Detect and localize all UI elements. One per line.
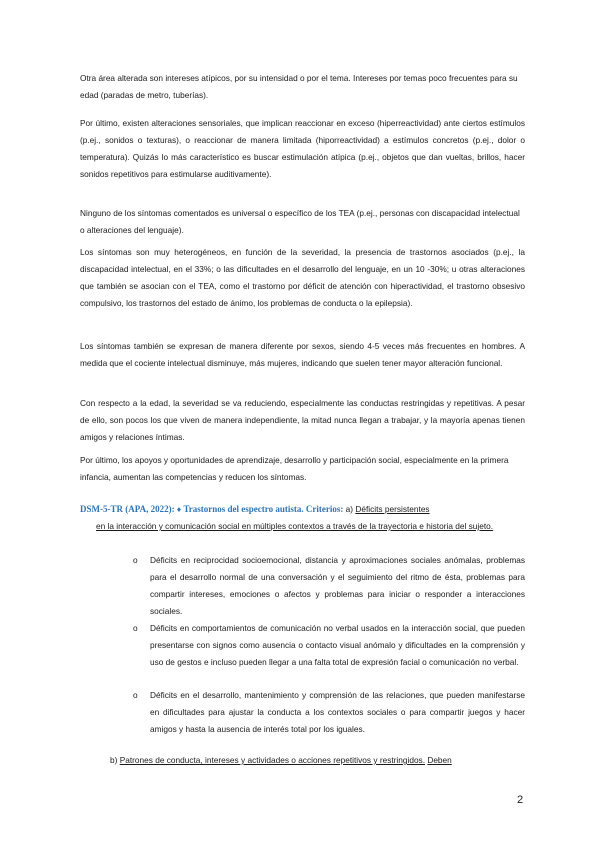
dsm-title: Trastornos del espectro autista. Criterios:	[183, 504, 344, 514]
criterion-a-marker: a)	[345, 504, 354, 514]
diamond-icon: ♦	[176, 504, 182, 514]
paragraph-sexos: Los síntomas también se expresan de manera diferente por sexos, siendo 4-5 veces más frecuentes en hombres. A medida que el cociente intelectual disminuye, más mujeres, indicando que suelen tener mayor alteración funcional.	[80, 341, 525, 368]
criterion-a-text-continued: en la interacción y comunicación social en múltiples contextos a través de la trayectoria e historia del sujeto.	[96, 521, 494, 531]
criterion-b-marker: b)	[110, 755, 118, 765]
criterion-a-text	[96, 518, 526, 535]
criterion-a1-text: Déficits en reciprocidad socioemocional, distancia y aproximaciones sociales anómalas, problemas para el desarrollo normal de una conversación y el seguimiento del ritmo de ésta, problemas para compartir intereses, emociones o afectos y problemas para iniciar o responder a interacciones sociales.	[150, 555, 525, 616]
criterion-b-text: Patrones de conducta, intereses y actividades o acciones repetitivos y restringidos.	[119, 755, 426, 765]
page-number: 2	[517, 794, 524, 806]
criterion-a-text-start: Déficits persistentes	[355, 504, 430, 514]
bullet-icon: o	[133, 623, 138, 633]
dsm-criteria-heading	[80, 501, 530, 518]
criterion-b	[110, 752, 530, 769]
paragraph-alteraciones-sensoriales: Por último, existen alteraciones sensoriales, que implican reaccionar en exceso (hiperreactividad) ante ciertos estímulos (p.ej., sonidos o texturas), o reaccionar de manera limitada (hiporreactividad) a estímulos concretos (p.ej., dolor o temperatura). Quizás lo más característico es buscar estimulación atípica (p.ej., objetos que dan vueltas, brillos, hacer sonidos repetitivos para estimularse auditivamente).	[80, 118, 525, 179]
paragraph-no-universal: Ninguno de los síntomas comentados es universal o específico de los TEA (p.ej., personas con discapacidad intelectual o alteraciones del lenguaje).	[80, 208, 520, 235]
paragraph-intereses-atipicos: Otra área alterada son intereses atípicos, por su intensidad o por el tema. Intereses por temas poco frecuentes para su edad (paradas de metro, tuberías).	[80, 73, 518, 100]
paragraph-heterogeneos: Los síntomas son muy heterogéneos, en función de la severidad, la presencia de trastornos asociados (p.ej., la discapacidad intelectual, en el 33%; o las dificultades en el desarrollo del lenguaje, en un 10 -30%; u otras alteraciones que también se asocian con el TEA, como el trastorno por déficit de atención con hiperactividad, el trastorno obsesivo compulsivo, los trastornos del estado de ánimo, los problemas de conducta o la epilepsia).	[80, 247, 525, 308]
bullet-icon: o	[133, 690, 138, 700]
dsm-label: DSM-5-TR (APA, 2022):	[80, 504, 175, 514]
criterion-a3-text: Déficits en el desarrollo, mantenimiento y comprensión de las relaciones, que pueden manifestarse en dificultades para ajustar la conducta a los contextos sociales o para compartir juegos y hacer amigos y hasta la ausencia de interés total por los iguales.	[150, 690, 525, 734]
paragraph-apoyos: Por último, los apoyos y oportunidades de aprendizaje, desarrollo y participación social, especialmente en la primera infancia, aumentan las competencias y reducen los síntomas.	[80, 455, 509, 482]
bullet-icon: o	[133, 555, 138, 565]
paragraph-edad: Con respecto a la edad, la severidad se va reduciendo, especialmente las conductas restringidas y repetitivas. A pesar de ello, son pocos los que viven de manera independiente, la mitad nunca llegan a trabajar, y la mayoría apenas tienen amigos y relaciones íntimas.	[80, 398, 525, 442]
criterion-a2-text: Déficits en comportamientos de comunicación no verbal usados en la interacción social, que pueden presentarse con signos como ausencia o contacto visual anómalo y dificultades en la comprensión y uso de gestos e incluso pueden llegar a una falta total de expresión facial o comunicación no verbal.	[150, 623, 525, 667]
criterion-b-text-continued: Deben	[427, 755, 452, 765]
